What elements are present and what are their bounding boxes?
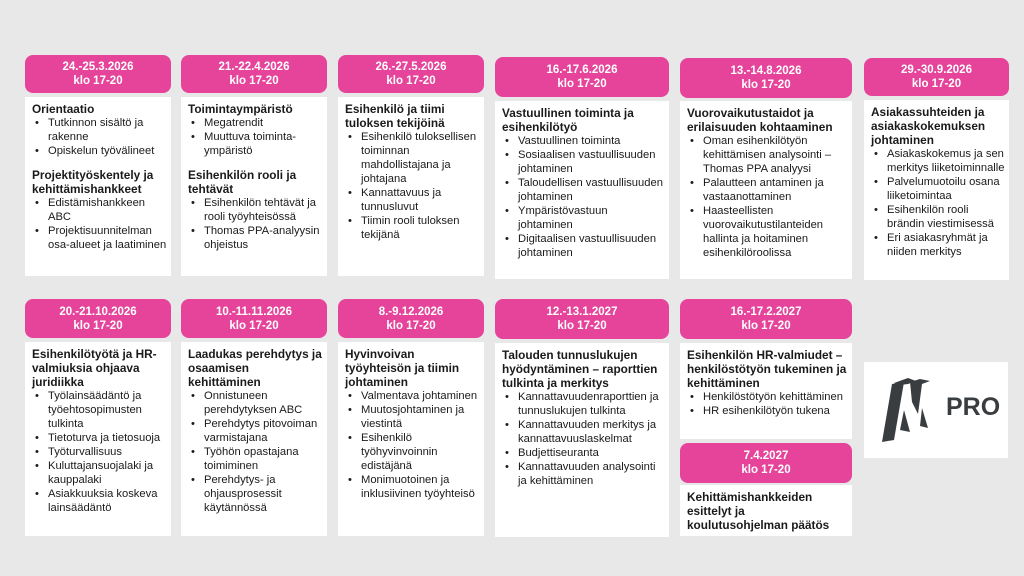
session-date-header xyxy=(338,299,484,338)
session-date: 20.-21.10.2026 xyxy=(59,305,137,318)
session-content xyxy=(680,485,852,536)
topic-item: • Perehdytys pitovoiman varmistajana xyxy=(188,417,323,445)
topic-item: • Työhön opastajana toimiminen xyxy=(188,445,323,473)
session-date-header xyxy=(495,299,669,339)
topic-list xyxy=(188,389,323,515)
topic-item: • Esihenkilö työhyvinvoinnin edistäjänä xyxy=(345,431,480,473)
session-date: 24.-25.3.2026 xyxy=(62,61,134,73)
session-date: 13.-14.8.2026 xyxy=(730,65,802,77)
section-title: Esihenkilö ja tiimi tuloksen tekijöinä xyxy=(345,102,445,130)
topic-item: • Kannattavuuden merkitys ja kannattavuuslaskelmat xyxy=(502,418,665,446)
topic-item: • Asiakaskokemus ja sen merkitys liiketoiminnalle xyxy=(871,147,1005,175)
topic-list xyxy=(687,390,848,418)
topic-list xyxy=(871,147,1005,259)
topic-item: • Työlainsäädäntö ja työehtosopimusten tulkinta xyxy=(32,389,167,431)
topic-item: • Opiskelun työvälineet xyxy=(32,144,167,158)
session-content xyxy=(680,101,852,279)
session-date-header xyxy=(680,58,852,98)
session-date-header xyxy=(680,443,852,483)
section-title: Talouden tunnuslukujen hyödyntäminen – raporttien tulkinta ja merkitys xyxy=(502,348,658,390)
session-content xyxy=(495,101,669,279)
session-date-header xyxy=(864,58,1009,96)
topic-list xyxy=(32,389,167,515)
section-title: Esihenkilön rooli ja tehtävät xyxy=(188,168,297,196)
session-date: 7.4.2027 xyxy=(743,450,789,462)
topic-item: • Kannattavuuden analysointi ja kehittäminen xyxy=(502,460,665,488)
topic-item: • Budjettiseuranta xyxy=(502,446,665,460)
section-title: Vuorovaikutustaidot ja erilaisuuden kohtaaminen xyxy=(687,106,833,134)
topic-item: • HR esihenkilötyön tukena xyxy=(687,404,848,418)
topic-item: • Henkilöstötyön kehittäminen xyxy=(687,390,848,404)
session-content xyxy=(25,342,171,536)
session-date: 21.-22.4.2026 xyxy=(218,61,290,73)
session-date: 12.-13.1.2027 xyxy=(546,306,618,318)
topic-item: • Megatrendit xyxy=(188,116,323,130)
topic-item: • Sosiaalisen vastuullisuuden johtaminen xyxy=(502,148,665,176)
section-title: Asiakassuhteiden ja asiakaskokemuksen johtaminen xyxy=(871,105,986,147)
topic-item: • Edistämishankkeen ABC xyxy=(32,196,167,224)
topic-item: • Esihenkilön rooli brändin viestimisessä xyxy=(871,203,1005,231)
session-date-header xyxy=(495,57,669,97)
topic-item: • Tietoturva ja tietosuoja xyxy=(32,431,167,445)
section-title: Esihenkilötyötä ja HR-valmiuksia ohjaava juridiikka xyxy=(32,347,157,389)
topic-item: • Kannattavuus ja tunnusluvut xyxy=(345,186,480,214)
session-time: klo 17-20 xyxy=(386,319,436,332)
topic-item: • Kuluttajansuojalaki ja kauppalaki xyxy=(32,459,167,487)
session-time: klo 17-20 xyxy=(911,78,962,90)
topic-item: • Valmentava johtaminen xyxy=(345,389,480,403)
session-date-header xyxy=(25,55,171,93)
topic-item: • Ympäristövastuun johtaminen xyxy=(502,204,665,232)
session-content xyxy=(181,97,327,276)
topic-item: • Esihenkilö tuloksellisen toiminnan mahdollistajana ja johtajana xyxy=(345,130,480,186)
session-date-header xyxy=(25,299,171,338)
topic-item: • Haasteellisten vuorovaikutustilanteiden hallinta ja hoitaminen esihenkilöroolissa xyxy=(687,204,848,260)
session-time: klo 17-20 xyxy=(557,320,607,332)
session-time: klo 17-20 xyxy=(741,464,791,476)
topic-item: • Vastuullinen toiminta xyxy=(502,134,665,148)
section-title: Laadukas perehdytys ja osaamisen kehittäminen xyxy=(188,347,322,389)
topic-item: • Perehdytys- ja ohjausprosessit käytännössä xyxy=(188,473,323,515)
topic-item: • Eri asiakasryhmät ja niiden merkitys xyxy=(871,231,1005,259)
topic-item: • Kannattavuudenraporttien ja tunnuslukujen tulkinta xyxy=(502,390,665,418)
topic-item: • Taloudellisen vastuullisuuden johtaminen xyxy=(502,176,665,204)
session-time: klo 17-20 xyxy=(73,75,123,87)
topic-list xyxy=(188,196,323,252)
session-content xyxy=(181,342,327,536)
session-date-header xyxy=(680,299,852,339)
session-content xyxy=(25,97,171,276)
section-title: Orientaatio xyxy=(32,102,95,116)
session-date: 29.-30.9.2026 xyxy=(901,64,972,76)
section-title: Hyvinvoivan työyhteisön ja tiimin johtaminen xyxy=(345,347,460,389)
topic-item: • Työturvallisuus xyxy=(32,445,167,459)
topic-item: • Muutosjohtaminen ja viestintä xyxy=(345,403,480,431)
topic-item: • Digitaalisen vastuullisuuden johtaminen xyxy=(502,232,665,260)
logo-text: PRO xyxy=(946,393,1001,421)
section-title: Projektityöskentely ja kehittämishankkeet xyxy=(32,168,154,196)
topic-item: • Asiakkuuksia koskeva lainsäädäntö xyxy=(32,487,167,515)
session-time: klo 17-20 xyxy=(386,75,436,87)
topic-item: • Thomas PPA-analyysin ohjeistus xyxy=(188,224,323,252)
section-title: Toimintaympäristö xyxy=(188,102,293,116)
session-time: klo 17-20 xyxy=(229,75,279,87)
session-date-header xyxy=(338,55,484,93)
topic-item: • Onnistuneen perehdytyksen ABC xyxy=(188,389,323,417)
section-title: Kehittämishankkeiden esittelyt ja koulutusohjelman päätös xyxy=(687,490,830,532)
session-content xyxy=(338,342,484,536)
topic-item: • Projektisuunnitelman osa-alueet ja laatiminen xyxy=(32,224,167,252)
session-date-header xyxy=(181,299,327,338)
topic-list xyxy=(502,390,665,488)
session-time: klo 17-20 xyxy=(557,78,607,90)
topic-list xyxy=(32,196,167,252)
topic-item: • Esihenkilön tehtävät ja rooli työyhteisössä xyxy=(188,196,323,224)
session-time: klo 17-20 xyxy=(741,79,791,91)
topic-item: • Monimuotoinen ja inklusiivinen työyhteisö xyxy=(345,473,480,501)
session-date: 16.-17.6.2026 xyxy=(546,64,618,76)
topic-item: • Palvelumuotoilu osana liiketoimintaa xyxy=(871,175,1005,203)
section-title: Vastuullinen toiminta ja esihenkilötyö xyxy=(502,106,634,134)
topic-item: • Palautteen antaminen ja vastaanottaminen xyxy=(687,176,848,204)
session-content xyxy=(495,343,669,537)
topic-item: • Tiimin rooli tuloksen tekijänä xyxy=(345,214,480,242)
topic-list xyxy=(345,130,480,242)
section-title: Esihenkilön HR-valmiudet – henkilöstötyön tukeminen ja kehittäminen xyxy=(687,348,847,390)
session-date: 10.-11.11.2026 xyxy=(215,305,293,318)
topic-list xyxy=(502,134,665,260)
topic-item: • Tutkinnon sisältö ja rakenne xyxy=(32,116,167,144)
mpro-logo xyxy=(864,362,1008,458)
session-date: 8.-9.12.2026 xyxy=(378,305,444,318)
session-time: klo 17-20 xyxy=(741,320,791,332)
topic-list xyxy=(188,116,323,158)
session-time: klo 17-20 xyxy=(73,319,123,332)
topic-item: • Muuttuva toiminta-ympäristö xyxy=(188,130,323,158)
session-content xyxy=(864,100,1009,280)
session-date: 16.-17.2.2027 xyxy=(730,306,802,318)
topic-list xyxy=(687,134,848,260)
session-time: klo 17-20 xyxy=(229,319,279,332)
session-date-header xyxy=(181,55,327,93)
topic-item: • Oman esihenkilötyön kehittämisen analysointi – Thomas PPA analyysi xyxy=(687,134,848,176)
session-content xyxy=(680,343,852,439)
session-date: 26.-27.5.2026 xyxy=(375,61,447,73)
topic-list xyxy=(32,116,167,158)
topic-list xyxy=(345,389,480,501)
session-content xyxy=(338,97,484,276)
